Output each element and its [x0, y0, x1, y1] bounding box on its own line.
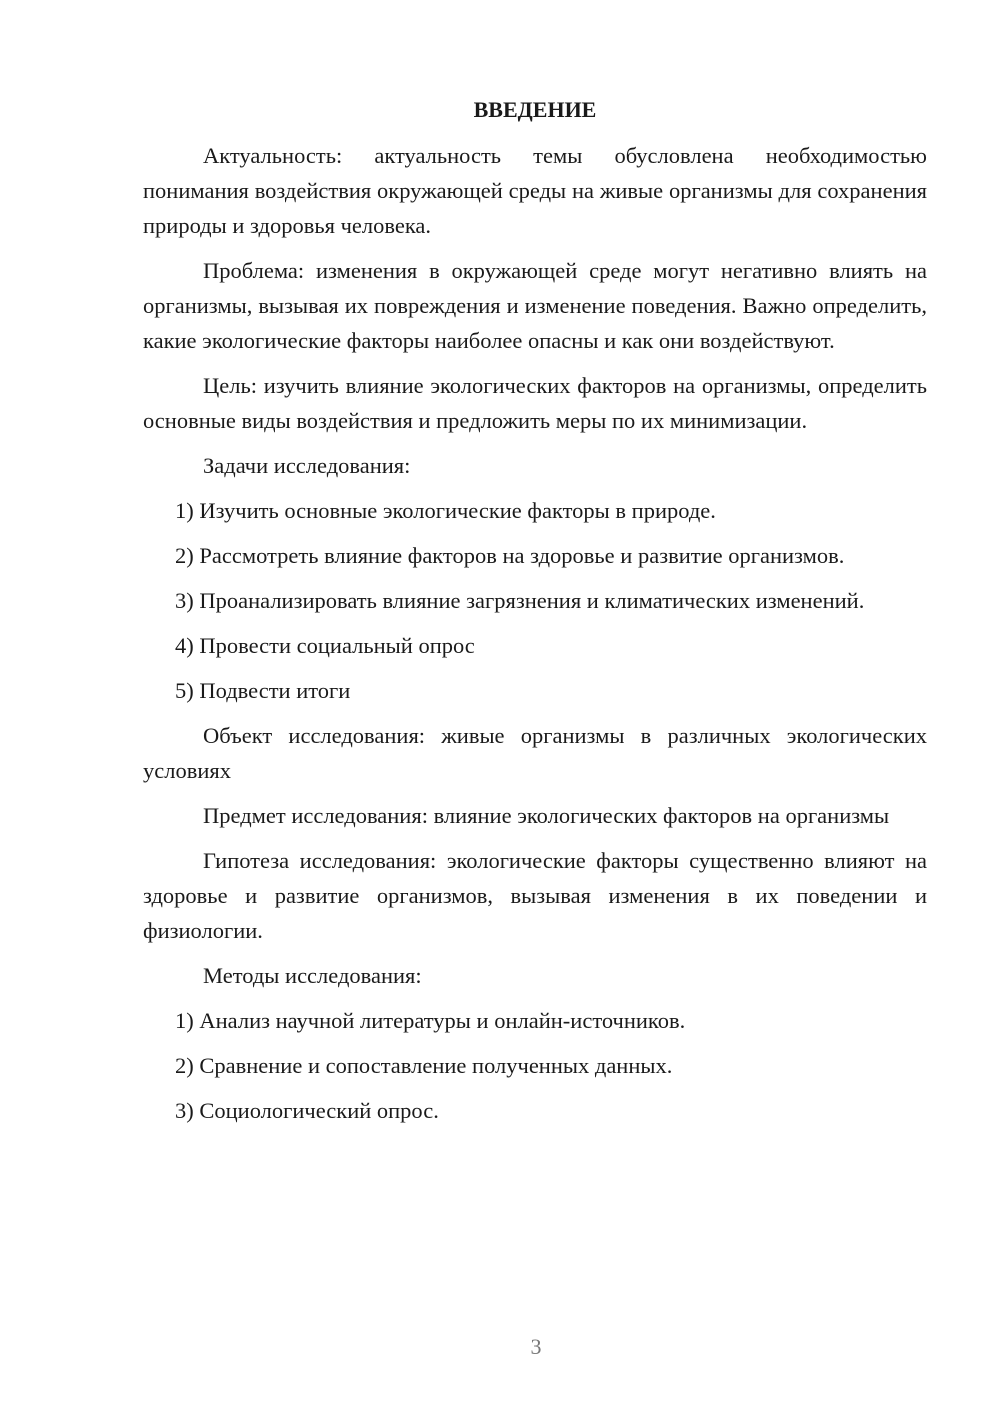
methods-title: Методы исследования: — [203, 963, 422, 988]
section-heading: ВВЕДЕНИЕ — [473, 97, 597, 122]
tasks-title: Задачи исследования: — [203, 453, 411, 478]
relevance-paragraph: Актуальность: актуальность темы обусловлена необходимостью понимания воздействия окружающей среды на живые организмы для сохранения природы и здоровья человека. — [143, 143, 927, 238]
method-item-2: 2) Сравнение и сопоставление полученных данных. — [175, 1053, 673, 1078]
method-item-3: 3) Социологический опрос. — [175, 1098, 439, 1123]
subject-paragraph: Предмет исследования: влияние экологических факторов на организмы — [203, 803, 890, 828]
task-item-4: 4) Провести социальный опрос — [175, 633, 475, 658]
object-paragraph: Объект исследования: живые организмы в различных экологических условиях — [143, 723, 927, 783]
hypothesis-paragraph: Гипотеза исследования: экологические факторы существенно влияют на здоровье и развитие организмов, вызывая изменения в их поведении и физиологии. — [143, 848, 927, 943]
task-item-2: 2) Рассмотреть влияние факторов на здоровье и развитие организмов. — [175, 543, 845, 568]
page-number: 3 — [530, 1334, 542, 1359]
method-item-1: 1) Анализ научной литературы и онлайн-источников. — [175, 1008, 686, 1033]
task-item-1: 1) Изучить основные экологические факторы в природе. — [175, 498, 716, 523]
goal-paragraph: Цель: изучить влияние экологических факторов на организмы, определить основные виды воздействия и предложить меры по их минимизации. — [143, 373, 927, 433]
task-item-3: 3) Проанализировать влияние загрязнения и климатических изменений. — [175, 588, 865, 613]
problem-paragraph: Проблема: изменения в окружающей среде могут негативно влиять на организмы, вызывая их повреждения и изменение поведения. Важно определить, какие экологические факторы наиболее опасны и как они воздействуют. — [143, 258, 927, 353]
task-item-5: 5) Подвести итоги — [175, 678, 351, 703]
document-body — [143, 94, 927, 1138]
